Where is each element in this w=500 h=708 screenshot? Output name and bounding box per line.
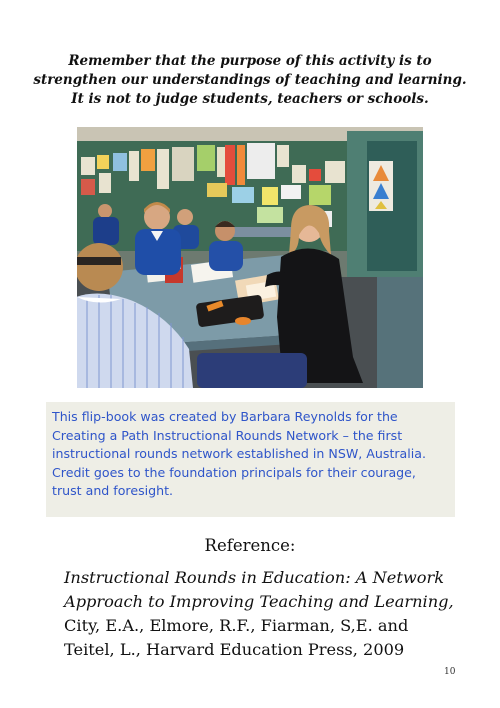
intro-statement: [30, 52, 470, 109]
intro-line: strengthen our understandings of teaching and learning.: [33, 72, 467, 88]
classroom-photo: [77, 127, 423, 388]
classroom-illustration: [77, 127, 423, 388]
reference-title-line: Approach to Improving Teaching and Learning,: [64, 592, 454, 611]
reference-heading: Reference:: [204, 536, 296, 555]
credit-line: This flip-book was created by Barbara Reynolds for the: [52, 409, 398, 424]
credit-line: Credit goes to the foundation principals for their courage,: [52, 464, 416, 480]
reference-citation: [64, 566, 484, 662]
page-number: 10: [444, 667, 456, 677]
credit-line: Creating a Path Instructional Rounds Network – the first: [52, 427, 403, 443]
credit-box: [46, 402, 455, 517]
credit-line: instructional rounds network established in NSW, Australia.: [52, 446, 426, 462]
reference-authors-line: City, E.A., Elmore, R.F., Fiarman, S,E. and: [64, 616, 409, 635]
credit-line: trust and foresight.: [52, 483, 174, 499]
intro-line: Remember that the purpose of this activity is to: [68, 53, 432, 69]
reference-title-line: Instructional Rounds in Education: A Network: [64, 568, 445, 587]
intro-line: It is not to judge students, teachers or schools.: [71, 91, 429, 107]
reference-publisher-line: Teitel, L., Harvard Education Press, 2009: [64, 640, 405, 659]
